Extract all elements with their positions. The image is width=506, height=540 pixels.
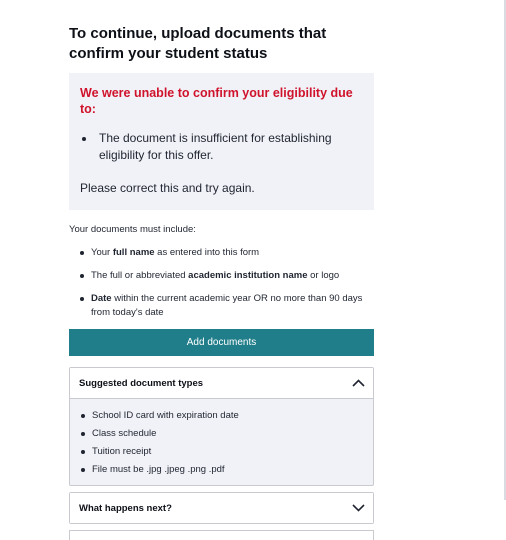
requirement-text: Your — [91, 247, 113, 258]
requirement-text: within the current academic year OR no more than 90 days from today's date — [91, 293, 363, 318]
requirement-text: as entered into this form — [154, 247, 260, 258]
requirements-intro: Your documents must include: — [69, 224, 196, 235]
error-list — [80, 130, 363, 164]
error-panel — [69, 73, 374, 210]
list-item: Tuition receipt — [70, 445, 373, 458]
what-happens-next-title: What happens next? — [79, 502, 172, 514]
what-happens-next-accordion — [69, 492, 374, 524]
list-item: Class schedule — [70, 427, 373, 440]
error-item: The document is insufficient for establishing eligibility for this offer. — [80, 130, 363, 164]
error-footer: Please correct this and try again. — [80, 181, 255, 195]
add-documents-button[interactable]: Add documents — [69, 329, 374, 356]
suggested-types-header[interactable] — [70, 368, 373, 398]
requirement-bold: Date — [91, 293, 112, 304]
requirement-text: or logo — [307, 270, 340, 281]
requirement-bold: academic institution name — [188, 270, 308, 281]
requirement-text: The full or abbreviated — [91, 270, 189, 281]
requirement-item — [69, 292, 374, 320]
requirement-item — [69, 246, 374, 260]
list-item: School ID card with expiration date — [70, 409, 373, 422]
error-heading: We were unable to confirm your eligibility due to: — [80, 86, 353, 116]
list-item: File must be .jpg .jpeg .png .pdf — [70, 463, 373, 476]
requirement-item — [69, 269, 374, 283]
requirements-list — [69, 246, 374, 320]
chevron-up-icon[interactable] — [351, 378, 365, 388]
what-happens-next-header[interactable] — [70, 493, 373, 523]
suggested-types-accordion — [69, 367, 374, 486]
upload-form — [69, 0, 374, 540]
page-title: To continue, upload documents that confirm your student status — [69, 25, 327, 62]
suggested-types-list — [70, 409, 373, 476]
suggested-types-title: Suggested document types — [79, 377, 204, 389]
next-accordion-partial[interactable] — [69, 530, 374, 540]
chevron-down-icon[interactable] — [351, 503, 365, 513]
requirement-bold: full name — [112, 247, 155, 258]
suggested-types-body — [70, 398, 373, 485]
